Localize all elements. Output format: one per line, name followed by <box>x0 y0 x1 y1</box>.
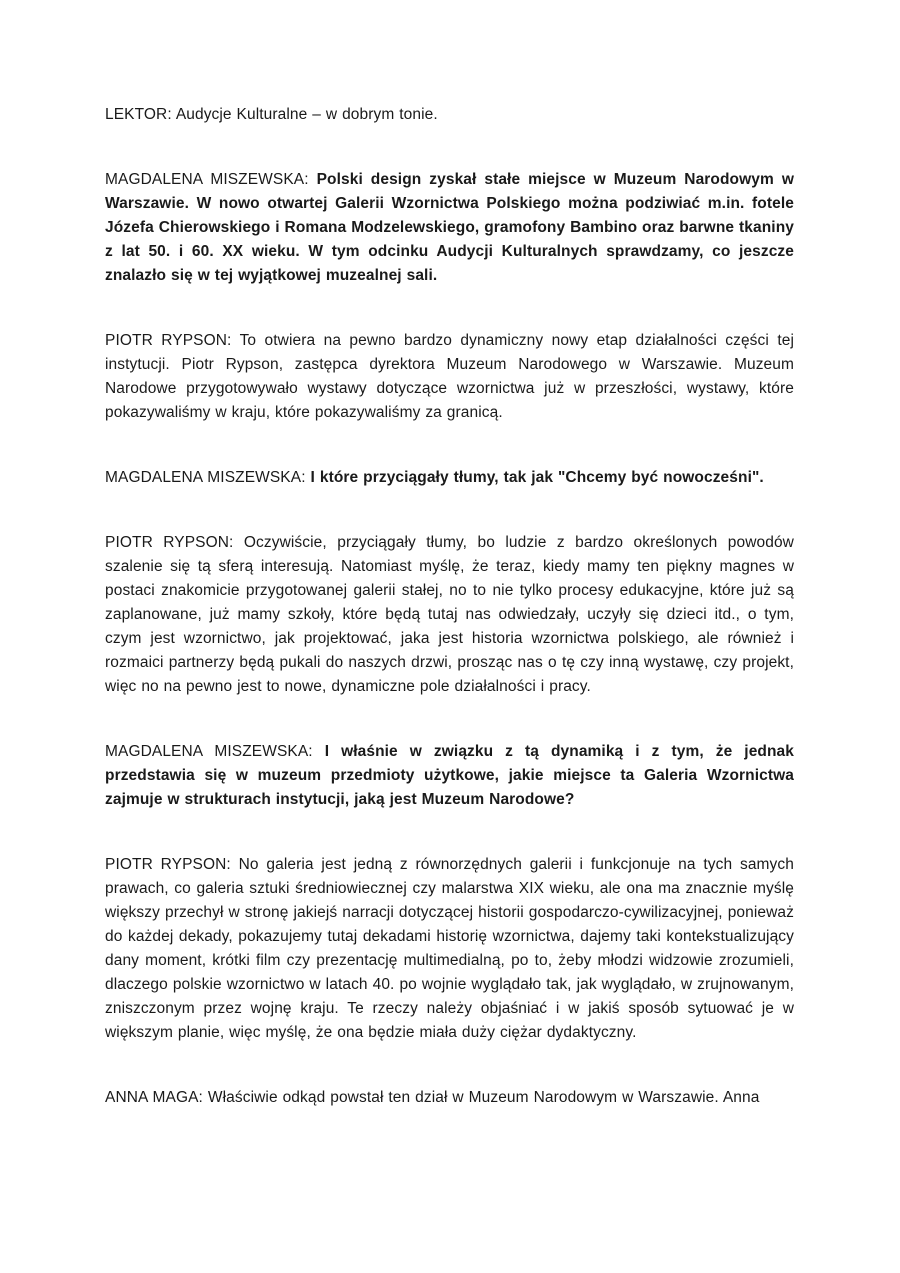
speaker-label: MAGDALENA MISZEWSKA: <box>105 743 313 760</box>
speech-text: I które przyciągały tłumy, tak jak "Chcemy być nowocześni". <box>310 469 764 486</box>
paragraph-miszewska-3 <box>105 740 794 812</box>
speech-text: Właściwie odkąd powstał ten dział w Muzeum Narodowym w Warszawie. Anna <box>207 1089 760 1106</box>
speech-text: Polski design zyskał stałe miejsce w Muzeum Narodowym w Warszawie. W nowo otwartej Galerii Wzornictwa Polskiego można podziwiać m.in. fotele Józefa Chierowskiego i Romana Modzelewskiego, gramofony Bambino oraz barwne tkaniny z lat 50. i 60. XX wieku. W tym odcinku Audycji Kulturalnych sprawdzamy, co jeszcze znalazło się w tej wyjątkowej muzealnej sali. <box>105 171 794 284</box>
speech-text: Audycje Kulturalne – w dobrym tonie. <box>175 106 438 123</box>
speaker-label: PIOTR RYPSON: <box>105 534 234 551</box>
speaker-label: PIOTR RYPSON: <box>105 332 232 349</box>
paragraph-rypson-2 <box>105 531 794 699</box>
paragraph-maga-1 <box>105 1086 794 1110</box>
paragraph-miszewska-2 <box>105 466 794 490</box>
speech-text: To otwiera na pewno bardzo dynamiczny nowy etap działalności części tej instytucji. Piotr Rypson, zastępca dyrektora Muzeum Narodowego w Warszawie. Muzeum Narodowe przygotowywało wystawy dotyczące wzornictwa już w przeszłości, wystawy, które pokazywaliśmy w kraju, które pokazywaliśmy za granicą. <box>105 332 794 421</box>
speaker-label: PIOTR RYPSON: <box>105 856 231 873</box>
speech-text: No galeria jest jedną z równorzędnych galerii i funkcjonuje na tych samych prawach, co galeria sztuki średniowiecznej czy malarstwa XIX wieku, ale ona ma znacznie myślę większy przechył w stronę jakiejś narracji dotyczącej historii gospodarczo-cywilizacyjnej, ponieważ do każdej dekady, pokazujemy tutaj dekadami historię wzornictwa, dajemy taki kontekstualizujący dany moment, krótki film czy prezentację multimedialną, po to, żeby młodzi widzowie zrozumieli, dlaczego polskie wzornictwo w latach 40. po wojnie wyglądało tak, jak wyglądało, w zrujnowanym, zniszczonym przez wojnę kraju. Te rzeczy należy objaśniać i w jakiś sposób sytuować je w większym planie, więc myślę, że ona będzie miała duży ciężar dydaktyczny. <box>105 856 794 1041</box>
speech-text: Oczywiście, przyciągały tłumy, bo ludzie z bardzo określonych powodów szalenie się tą sferą interesują. Natomiast myślę, że teraz, kiedy mamy ten piękny magnes w postaci znakomicie przygotowanej galerii stałej, no to nie tylko procesy edukacyjne, które już są zaplanowane, już mamy szkoły, które będą tutaj nas odwiedzały, uczyły się dzieci itd., o tym, czym jest wzornictwo, jak projektować, jaka jest historia wzornictwa polskiego, ale również i rozmaici partnerzy będą pukali do naszych drzwi, prosząc nas o tę czy inną wystawę, czy projekt, więc no na pewno jest to nowe, dynamiczne pole działalności i pracy. <box>105 534 794 695</box>
speaker-label: MAGDALENA MISZEWSKA: <box>105 469 306 486</box>
paragraph-rypson-1 <box>105 329 794 425</box>
paragraph-miszewska-1 <box>105 168 794 288</box>
speech-text: I właśnie w związku z tą dynamiką i z tym, że jednak przedstawia się w muzeum przedmioty użytkowe, jakie miejsce ta Galeria Wzornictwa zajmuje w strukturach instytucji, jaką jest Muzeum Narodowe? <box>105 743 794 808</box>
speaker-label: MAGDALENA MISZEWSKA: <box>105 171 309 188</box>
speaker-label: LEKTOR: <box>105 106 172 123</box>
speaker-label: ANNA MAGA: <box>105 1089 203 1106</box>
paragraph-lektor <box>105 103 794 127</box>
paragraph-rypson-3 <box>105 853 794 1045</box>
